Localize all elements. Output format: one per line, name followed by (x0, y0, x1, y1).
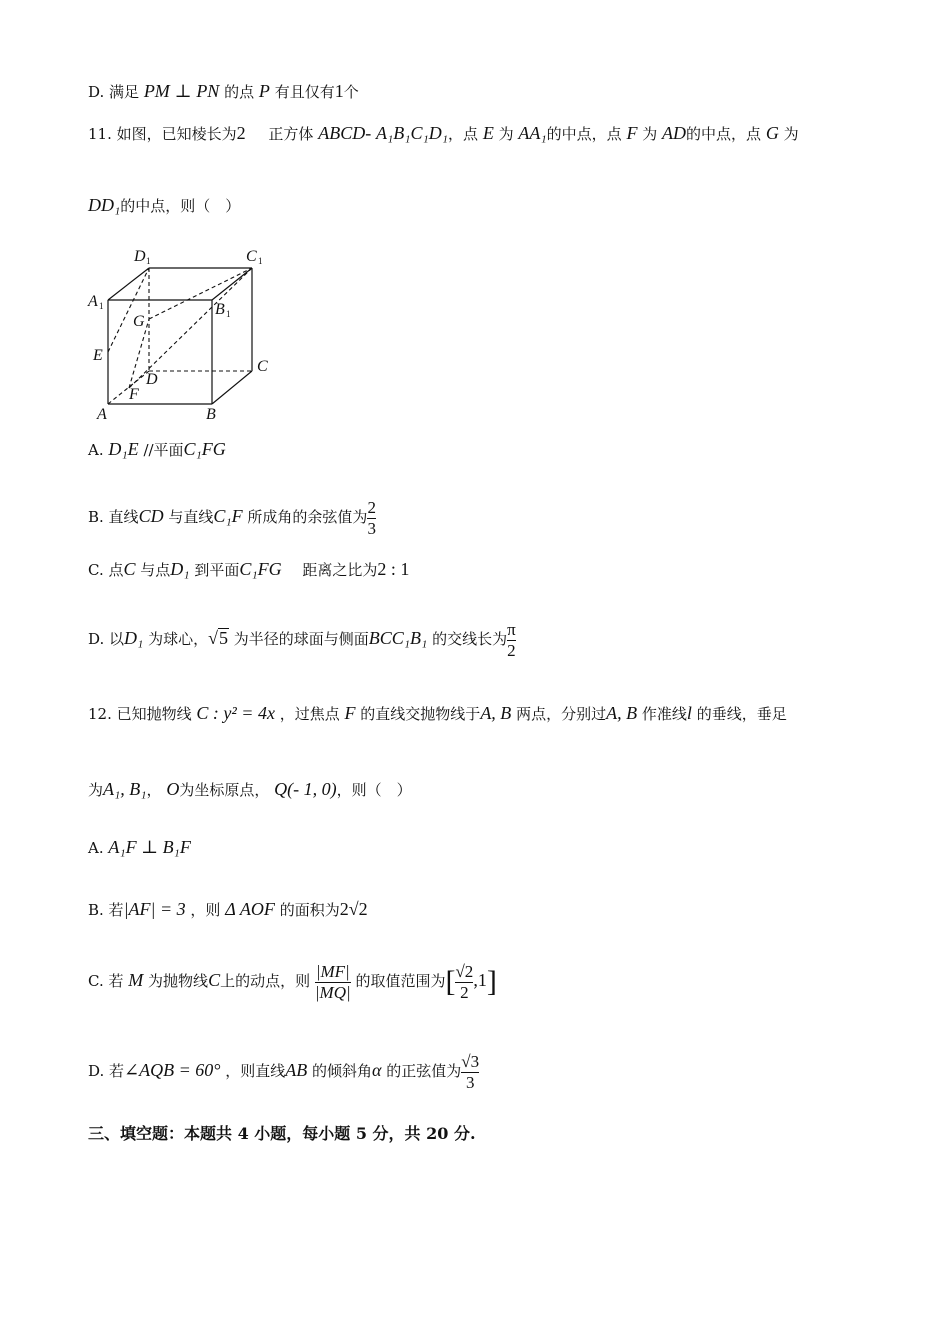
math: |AF| = 3 (123, 899, 186, 919)
q11-option-d (88, 620, 516, 660)
math: C : y² = 4x (196, 703, 275, 723)
radicand: 5 (218, 628, 228, 649)
math: l (686, 703, 692, 723)
right-bracket: ] (486, 965, 497, 999)
text: ，点 (448, 125, 479, 143)
text: ， (146, 781, 162, 799)
q12-stem (88, 704, 787, 722)
text: A. (88, 441, 104, 459)
text: 两点，分别过 (516, 705, 607, 723)
math: - (365, 123, 372, 143)
math: AD (662, 123, 687, 143)
label-c1: C (246, 248, 257, 265)
label-d: D (146, 371, 158, 388)
q11-stem-cont (88, 196, 240, 214)
text: 的点 (224, 83, 255, 101)
math: C₁FG (239, 559, 282, 579)
q10-option-d (88, 82, 359, 100)
q12-stem-cont (88, 780, 412, 798)
math: α (372, 1060, 382, 1081)
math: P (258, 81, 270, 101)
math: F (344, 703, 356, 723)
label-c1-sub: 1 (258, 256, 263, 266)
denominator: |MQ| (314, 982, 351, 1002)
label-b1-sub: 1 (226, 309, 231, 319)
math: O (166, 779, 180, 799)
text: 的面积为 (279, 901, 340, 919)
math: 2 : 1 (377, 559, 410, 579)
text: D. 满足 (88, 83, 140, 101)
q11-option-b (88, 498, 376, 538)
text: 的垂线，垂足 (696, 705, 787, 723)
math: C₁FG (183, 439, 226, 459)
math: A₁F ⊥ B₁F (108, 837, 191, 857)
text: ，过焦点 (279, 705, 340, 723)
text: 的中点，点 (686, 125, 762, 143)
text: B. 直线 (88, 508, 139, 527)
math: A, B (606, 703, 638, 723)
text: 的倾斜角 (312, 1062, 373, 1081)
math: D₁E (108, 439, 139, 459)
edge-b1c1 (212, 268, 252, 300)
text: 为半径的球面与侧面 (233, 630, 369, 649)
text: 个 (343, 83, 359, 101)
denominator: 3 (367, 518, 376, 538)
label-d1: D (134, 248, 146, 265)
label-c: C (257, 358, 268, 375)
text: 与直线 (168, 508, 214, 527)
sqrt: √5 (208, 628, 228, 649)
q11-stem (88, 124, 799, 142)
text: D. 以 (88, 630, 125, 649)
math: D₁ (124, 628, 144, 649)
fraction (461, 1052, 479, 1092)
numerator: √2 (455, 962, 474, 981)
denominator: 2 (507, 640, 516, 660)
text: 作准线 (641, 705, 687, 723)
math: AB (285, 1060, 308, 1081)
cube-figure (86, 244, 286, 424)
math: F (626, 123, 638, 143)
fraction (507, 620, 516, 660)
text: B. 若 (88, 901, 124, 919)
text: 为坐标原点， (179, 781, 270, 799)
left-bracket: [ (445, 965, 456, 999)
text: 上的动点，则 (220, 972, 311, 991)
segment-gc1 (149, 268, 252, 319)
label-d1-sub: 1 (146, 256, 151, 266)
math: ⊥ (174, 81, 192, 101)
math: D₁ (170, 559, 190, 579)
text: 的直线交抛物线于 (360, 705, 481, 723)
text: 为 (783, 125, 799, 143)
math: PM (143, 81, 170, 101)
label-a1: A (88, 293, 98, 310)
label-f: F (129, 386, 139, 403)
numerator: π (507, 620, 516, 639)
math: CD (138, 506, 164, 527)
label-e: E (93, 347, 103, 364)
text: 距离之比为 (302, 561, 378, 579)
text: 的交线长为 (432, 630, 508, 649)
denominator: 2 (460, 982, 469, 1002)
math: ∠AQB = 60° (124, 1060, 221, 1081)
text: 的中点，点 (546, 125, 622, 143)
text: D. 若 (88, 1062, 125, 1081)
math: ,1 (473, 970, 487, 991)
label-b: B (206, 406, 216, 423)
text: 有且仅有 (274, 83, 335, 101)
numerator: 2 (367, 498, 376, 517)
math: A₁, B₁ (103, 779, 147, 799)
text: 12. 已知抛物线 (88, 705, 192, 723)
text: ，则（ ） (336, 781, 412, 799)
text: 的正弦值为 (386, 1062, 462, 1081)
label-g: G (133, 313, 145, 330)
text: 为抛物线 (148, 972, 209, 991)
math: A, B (480, 703, 512, 723)
math: BCC₁B₁ (368, 628, 428, 649)
text: C. 若 (88, 972, 124, 991)
fraction (367, 498, 376, 538)
text: A. (88, 839, 104, 857)
math: C (208, 970, 221, 991)
section-3-title: 三、填空题：本题共 4 小题，每小题 5 分，共 20 分. (88, 1124, 476, 1143)
q11-option-a (88, 440, 226, 458)
label-a1-sub: 1 (99, 301, 104, 311)
math: C (123, 559, 136, 579)
text: C. 点 (88, 561, 124, 579)
math: Δ AOF (225, 899, 275, 919)
text: 为 (642, 125, 658, 143)
text: //平面 (143, 441, 184, 459)
text: 到平面 (194, 561, 240, 579)
label-b1: B (215, 301, 225, 318)
math: ABCD (318, 123, 366, 143)
math: 2 (236, 123, 246, 143)
q12-option-a (88, 838, 191, 856)
text: 的中点，则（ ） (120, 197, 241, 215)
q12-option-d (88, 1052, 479, 1092)
math: PN (196, 81, 220, 101)
text: 与点 (140, 561, 171, 579)
math: 2√2 (339, 899, 368, 919)
numerator: |MF| (315, 962, 350, 981)
math: E (482, 123, 494, 143)
text: 11. 如图，已知棱长为 (88, 125, 237, 143)
q12-option-c (88, 962, 497, 1002)
text: 为球心， (148, 630, 209, 649)
label-a: A (97, 406, 107, 423)
math: G (765, 123, 779, 143)
denominator: 3 (465, 1072, 475, 1092)
text: ，则 (190, 901, 221, 919)
math: A₁B₁C₁D₁ (375, 123, 449, 143)
math: Q(- 1, 0) (274, 779, 337, 799)
edge-bc (212, 371, 252, 404)
text: 正方体 (268, 125, 314, 143)
math: AA₁ (518, 123, 547, 143)
edge-a1d1 (108, 268, 149, 300)
math: DD₁ (88, 195, 121, 215)
text: ，则直线 (225, 1062, 286, 1081)
math: M (128, 970, 144, 991)
text: 为 (88, 781, 104, 799)
fraction (455, 962, 473, 1002)
q11-option-c (88, 560, 409, 578)
q12-option-b (88, 900, 368, 918)
text: 为 (498, 125, 514, 143)
math: C₁F (213, 506, 243, 527)
segment-c1f (129, 268, 252, 388)
numerator: √3 (461, 1052, 480, 1071)
text: 的取值范围为 (355, 972, 446, 991)
text: 所成角的余弦值为 (247, 508, 368, 527)
math: 1 (334, 81, 344, 101)
fraction (315, 962, 351, 1002)
